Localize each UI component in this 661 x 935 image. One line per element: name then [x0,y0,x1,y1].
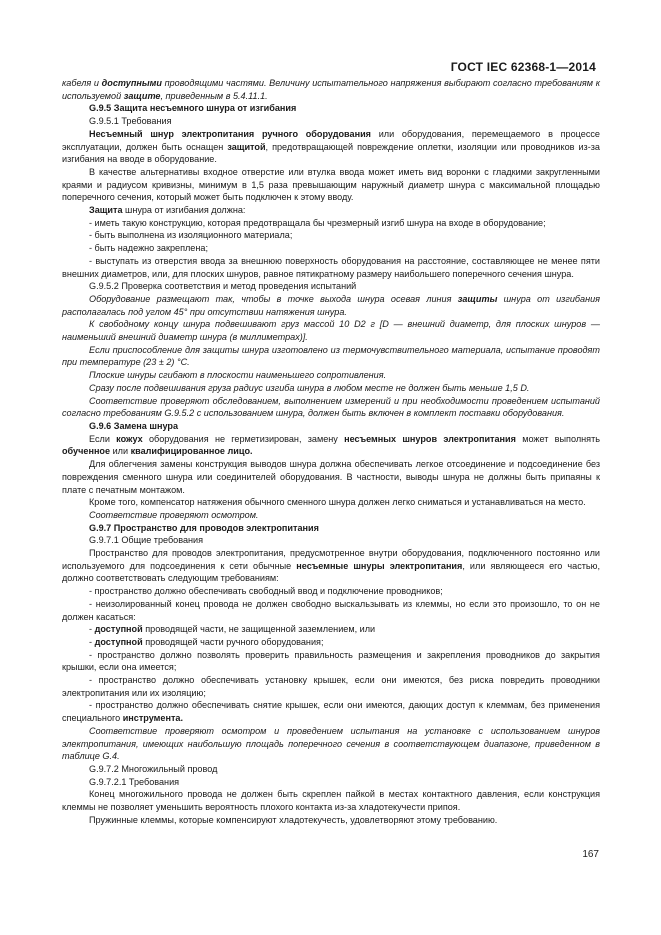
paragraph: Плоские шнуры сгибают в плоскости наименьшего сопротивления. [89,370,387,381]
section-heading: G.9.7 Пространство для проводов электропитания [89,522,319,533]
paragraph: Конец многожильного провода не должен быть скреплен пайкой в местах контактного давления, если конструкция клеммы не позволяет уменьшить вероятность плохого контакта из-за хладотекучести припоя. [62,789,600,813]
paragraph: К свободному концу шнура подвешивают груз массой 10 D2 г [D — внешний диаметр, для плоских шнуров — наименьший внешний диаметр шнура (в миллиметрах)]. [62,319,600,343]
paragraph: В качестве альтернативы входное отверстие или втулка ввода может иметь вид воронки с гладкими закругленными краями и радиусом кривизны, минимум в 1,5 раза превышающим наружный диаметр шнура с максимальной площадью поперечного сечения, который может быть подключен к этому вводу. [62,166,600,203]
list-item: - быть выполнена из изоляционного материала; [89,230,293,241]
paragraph: Соответствие проверяют осмотром. [89,509,259,520]
list-item: - выступать из отверстия ввода за внешнюю поверхность оборудования на расстояние, составляющее не менее пяти внешних диаметров, или, для плоских шнуров, равное пятикратному размеру наибольшего поперечного сечения шнура. [62,255,600,279]
subsection-heading: G.9.7.2 Многожильный провод [89,763,218,774]
document-body [62,77,600,826]
subsection-heading: G.9.7.2.1 Требования [89,776,180,787]
section-heading: G.9.6 Замена шнура [89,420,179,431]
list-item: - пространство должно обеспечивать свободный ввод и подключение проводников; [89,586,443,597]
paragraph: Если приспособление для защиты шнура изготовлено из термочувствительного материала, испытание проводят при температуре (23 ± 2) °С. [62,344,600,368]
list-item: - пространство должно позволять проверить правильность размещения и закрепления проводников до закрытия крышки, если она имеется; [62,649,600,673]
paragraph: Пространство для проводов электропитания, предусмотренное внутри оборудования, подключенного постоянно или используемого для подсоединения к сети обычные несъемные шнуры электропитания, или являющееся его частью, должно соответствовать следующим требованиям: [62,548,600,584]
paragraph: Пружинные клеммы, которые компенсируют хладотекучесть, удовлетворяют этому требованию. [89,814,498,825]
paragraph: Несъемный шнур электропитания ручного оборудования или оборудования, перемещаемого в процессе эксплуатации, должен быть оснащен защитой, предотвращающей повреждение оплетки, изоляции или проводников из-за изгибания на вводе в оборудование. [62,128,600,165]
paragraph: Если кожух оборудования не герметизирован, замену несъемных шнуров электропитания может выполнять обученное или квалифицированное лицо. [62,433,600,457]
subsection-heading: G.9.5.1 Требования [89,116,172,127]
page-number: 167 [582,849,599,860]
paragraph: Сразу после подвешивания груза радиус изгиба шнура в любом месте не должен быть меньше 1,5 D. [89,382,530,393]
list-item: - доступной проводящей части, не защищенной заземлением, или [89,624,376,635]
paragraph: Кроме того, компенсатор натяжения обычного сменного шнура должен легко сниматься и устанавливаться на место. [89,497,586,508]
list-item: - пространство должно обеспечивать установку крышек, если они имеются, без риска повредить проводники электропитания или их изоляцию; [62,675,600,698]
list-item: - доступной проводящей части ручного оборудования; [89,636,324,647]
paragraph: Оборудование размещают так, чтобы в точке выхода шнура осевая линия защиты шнура от изгибания располагалась под углом 45° при отсутствии натяжения шнура. [62,293,600,317]
paragraph: кабеля и доступными проводящими частями. Величину испытательного напряжения выбирают согласно требованиям к используемой защите, приведенным в 5.4.11.1. [62,78,600,101]
list-item: - иметь такую конструкцию, которая предотвращала бы чрезмерный изгиб шнура на входе в оборудование; [89,217,546,228]
paragraph: Защита шнура от изгибания должна: [89,205,246,216]
subsection-heading: G.9.5.2 Проверка соответствия и метод проведения испытаний [89,281,357,292]
paragraph: Для облегчения замены конструкция выводов шнура должна обеспечивать легкое отсоединение и подсоединение без повреждения сменного шнура или соединителей оборудования. В частности, выводы шнура не должны быть припаяны к плате с печатным монтажом. [62,459,600,495]
document-standard-header: ГОСТ IEC 62368-1—2014 [450,60,596,74]
list-item: - пространство должно обеспечивать снятие крышек, если они имеются, дающих доступ к клеммам, без применения специального инструмента. [62,700,600,724]
list-item: - быть надежно закреплена; [89,243,208,254]
paragraph: Соответствие проверяют осмотром и проведением испытания на установке с использованием шнуров электропитания, имеющих наибольшую площадь поперечного сечения в соответствующем диапазоне, приведенном в таблице G.4. [62,725,600,762]
subsection-heading: G.9.7.1 Общие требования [89,535,204,546]
section-heading: G.9.5 Защита несъемного шнура от изгибания [89,103,297,114]
paragraph: Соответствие проверяют обследованием, выполнением измерений и при необходимости проведением испытаний согласно требованиям G.9.5.2 с использованием шнура, должен быть включен в комплект поставки оборудования. [62,395,600,419]
list-item: - неизолированный конец провода не должен свободно выскальзывать из клеммы, но если это произошло, то он не должен касаться: [62,598,600,622]
